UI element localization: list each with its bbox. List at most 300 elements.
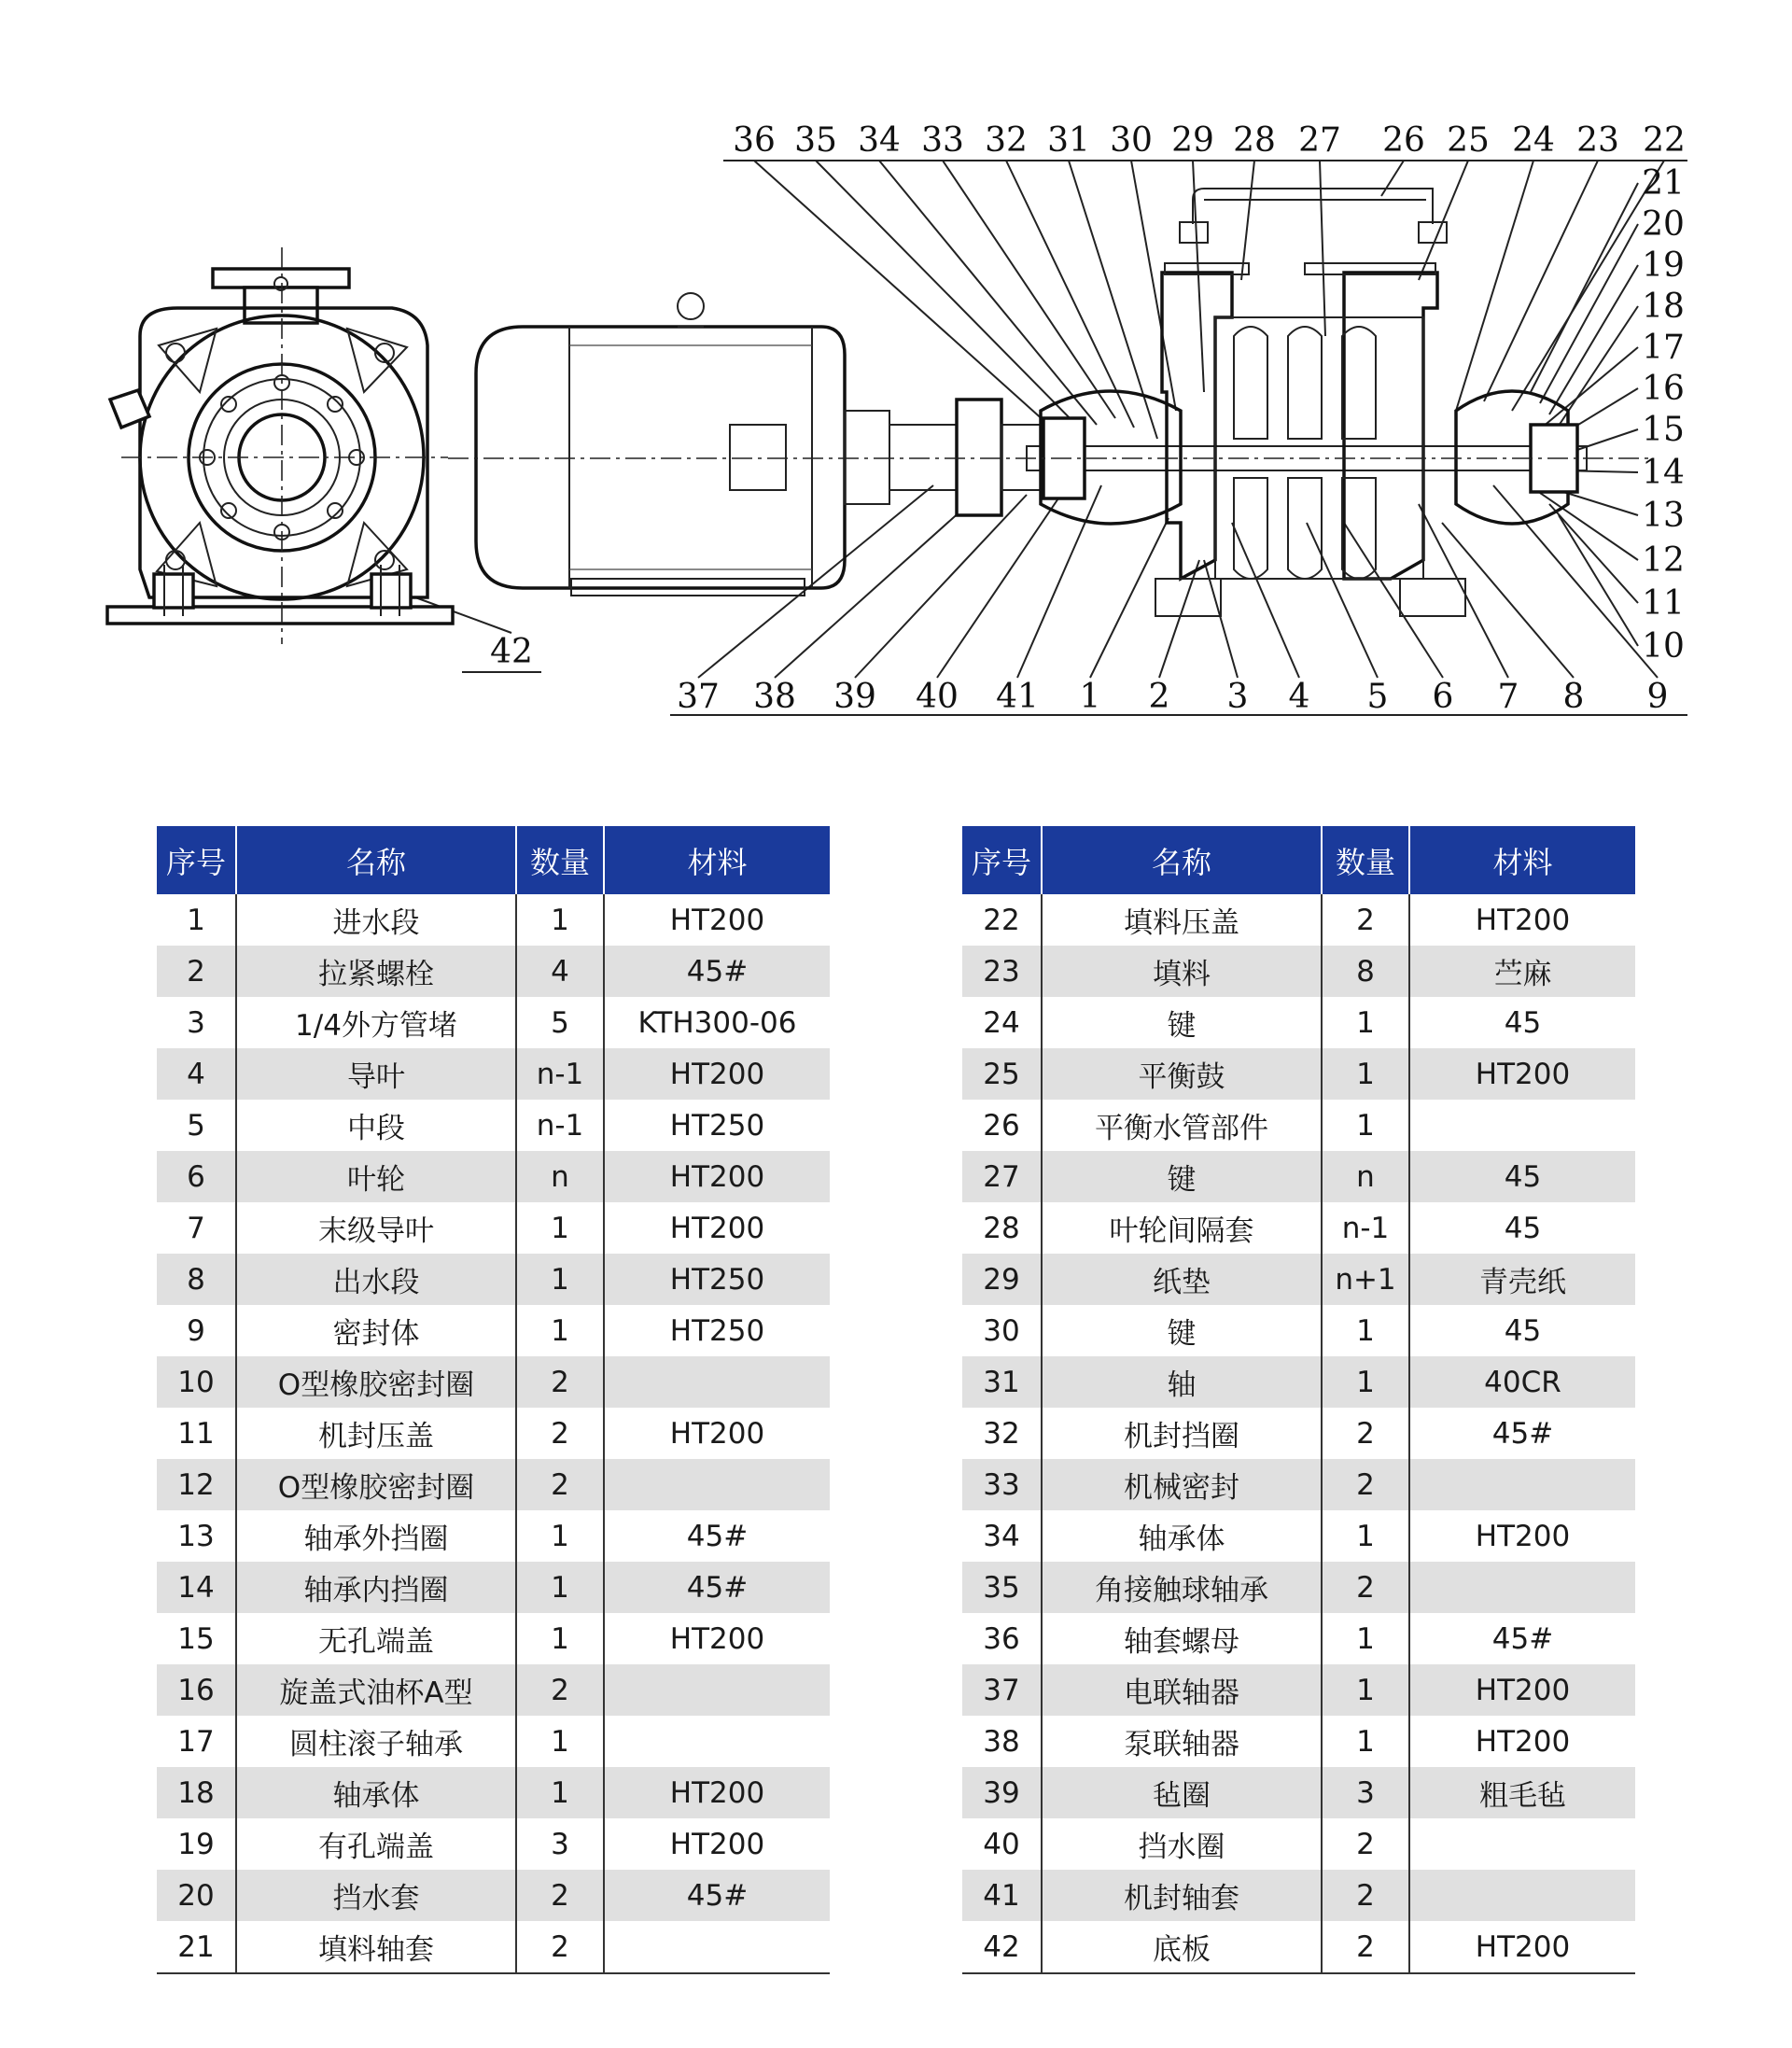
- part-material: HT200: [604, 1048, 830, 1100]
- part-material: 青壳纸: [1409, 1254, 1635, 1305]
- callout-number: 28: [1233, 121, 1276, 160]
- part-number: 16: [157, 1664, 236, 1716]
- callout-number: 1: [1079, 678, 1101, 716]
- part-quantity: 2: [1322, 1562, 1409, 1613]
- part-name: 底板: [1042, 1921, 1322, 1973]
- callout-numbers: [490, 121, 1686, 716]
- header-no: 序号: [157, 826, 236, 894]
- leader-line: [1232, 523, 1299, 678]
- table-row: [962, 1151, 1635, 1202]
- part-name: 挡水套: [236, 1870, 516, 1921]
- part-quantity: 1: [1322, 1716, 1409, 1767]
- part-number: 9: [157, 1305, 236, 1356]
- part-material: [604, 1459, 830, 1510]
- table-row: [157, 1510, 830, 1562]
- part-material: 45: [1504, 1313, 1542, 1348]
- part-name: 中段: [236, 1100, 516, 1151]
- table-row: [157, 1921, 830, 1973]
- table-row: [157, 1664, 830, 1716]
- table-row: [962, 894, 1635, 946]
- callout-number: 9: [1646, 678, 1669, 716]
- part-name: 导叶: [236, 1048, 516, 1100]
- table-row: [962, 1356, 1635, 1408]
- leader-line: [754, 161, 1064, 439]
- table-row: [157, 1305, 830, 1356]
- table-header-row: [962, 826, 1635, 894]
- part-name: 机封压盖: [236, 1408, 516, 1459]
- callout-number: 14: [1642, 454, 1685, 492]
- part-number: 5: [157, 1100, 236, 1151]
- leader-line: [1344, 523, 1443, 678]
- part-number: 22: [962, 894, 1042, 946]
- callout-number: 7: [1497, 678, 1519, 716]
- part-material: HT200: [1409, 1921, 1635, 1973]
- part-number: 38: [962, 1716, 1042, 1767]
- table-row: [157, 1870, 830, 1921]
- part-name: 平衡水管部件: [1042, 1100, 1322, 1151]
- part-material: HT200: [1475, 903, 1571, 937]
- part-name: 旋盖式油杯A型: [236, 1664, 516, 1716]
- part-material: [604, 1921, 830, 1973]
- part-name: O型橡胶密封圈: [236, 1459, 516, 1510]
- callout-number: 5: [1366, 678, 1389, 716]
- part-quantity: 1: [516, 1254, 604, 1305]
- callout-number: 32: [985, 121, 1028, 160]
- leader-line: [1131, 161, 1176, 411]
- part-material: HT250: [604, 1254, 830, 1305]
- part-name: 拉紧螺栓: [236, 946, 516, 997]
- part-quantity: 1: [1322, 1356, 1409, 1408]
- header-qty: 数量: [1322, 826, 1409, 894]
- callout-number: 17: [1642, 329, 1685, 367]
- part-material: 45#: [1491, 1416, 1554, 1451]
- header-name: 名称: [236, 826, 516, 894]
- part-number: 15: [157, 1613, 236, 1664]
- part-name: O型橡胶密封圈: [236, 1356, 516, 1408]
- part-material: HT200: [1409, 1664, 1635, 1716]
- callout-number: 24: [1512, 121, 1555, 160]
- part-name: 进水段: [236, 894, 516, 946]
- leader-line: [879, 161, 1097, 425]
- table-row: [157, 1408, 830, 1459]
- parts-table-left: [157, 826, 830, 1974]
- callout-number: 42: [490, 633, 533, 671]
- part-quantity: n: [1322, 1151, 1409, 1202]
- part-quantity: 1: [1322, 1613, 1409, 1664]
- leader-line: [1549, 265, 1638, 414]
- part-material: HT200: [669, 1416, 765, 1451]
- leader-line: [1381, 161, 1404, 196]
- part-number: 28: [962, 1202, 1042, 1254]
- leader-line: [937, 490, 1064, 678]
- header-no: 序号: [962, 826, 1042, 894]
- callout-number: 31: [1047, 121, 1090, 160]
- part-name: 圆柱滚子轴承: [236, 1716, 516, 1767]
- part-quantity: n-1: [516, 1100, 604, 1151]
- table-row: [157, 1613, 830, 1664]
- part-number: 21: [157, 1921, 236, 1973]
- header-qty: 数量: [516, 826, 604, 894]
- header-name: 名称: [1042, 826, 1322, 894]
- pump-assembly-drawing: [0, 0, 1792, 765]
- part-number: 26: [962, 1100, 1042, 1151]
- part-material: 45#: [686, 1519, 749, 1553]
- part-material: HT200: [669, 1827, 765, 1861]
- leader-line: [1559, 306, 1638, 426]
- parts-table-right: [962, 826, 1635, 1974]
- part-quantity: 1: [516, 1562, 604, 1613]
- leader-line: [1456, 161, 1533, 411]
- part-name: 轴承体: [236, 1767, 516, 1818]
- motor-terminal-box: [730, 425, 786, 490]
- callout-number: 39: [833, 678, 876, 716]
- part-name: 轴承体: [1042, 1510, 1322, 1562]
- balance-pipe: [1193, 189, 1433, 224]
- part-name: 无孔端盖: [236, 1613, 516, 1664]
- part-number: 42: [962, 1921, 1042, 1973]
- part-material: HT200: [1409, 1048, 1635, 1100]
- callout-number: 30: [1110, 121, 1153, 160]
- part-quantity: 1: [1322, 997, 1409, 1048]
- part-name: 1/4外方管堵: [236, 997, 516, 1048]
- part-number: 1: [157, 894, 236, 946]
- leader-line: [1204, 560, 1238, 678]
- table-row: [962, 1870, 1635, 1921]
- callout-number: 19: [1642, 246, 1685, 285]
- part-material: HT250: [669, 1313, 765, 1348]
- part-name: 轴承内挡圈: [236, 1562, 516, 1613]
- part-material: HT200: [604, 1151, 830, 1202]
- callout-number: 27: [1298, 121, 1341, 160]
- table-row: [962, 1562, 1635, 1613]
- callout-number: 12: [1642, 541, 1685, 580]
- table-row: [157, 997, 830, 1048]
- part-number: 18: [157, 1767, 236, 1818]
- leader-line: [1549, 504, 1638, 603]
- table-row: [962, 1048, 1635, 1100]
- part-name: 填料轴套: [236, 1921, 516, 1973]
- table-row: [157, 1202, 830, 1254]
- callout-number: 38: [753, 678, 796, 716]
- part-name: 机械密封: [1042, 1459, 1322, 1510]
- part-quantity: 2: [1322, 1818, 1409, 1870]
- part-number: 17: [157, 1716, 236, 1767]
- table-row: [962, 1921, 1635, 1973]
- part-material: HT200: [1475, 1724, 1571, 1759]
- part-material: 45: [1504, 1211, 1542, 1245]
- header-material: 材料: [604, 826, 830, 894]
- callout-number: 37: [677, 678, 720, 716]
- part-material: HT200: [669, 1211, 765, 1245]
- callout-number: 26: [1382, 121, 1425, 160]
- callout-number: 41: [996, 678, 1039, 716]
- part-quantity: 2: [516, 1664, 604, 1716]
- leader-line: [1419, 161, 1468, 280]
- leader-line: [1320, 161, 1325, 336]
- part-name: 填料: [1042, 946, 1322, 997]
- part-number: 40: [962, 1818, 1042, 1870]
- callout-number: 8: [1562, 678, 1585, 716]
- part-quantity: 8: [1322, 946, 1409, 997]
- part-number: 27: [962, 1151, 1042, 1202]
- part-quantity: 2: [1322, 894, 1409, 946]
- part-number: 23: [962, 946, 1042, 997]
- part-quantity: 2: [516, 1408, 604, 1459]
- leader-line: [1241, 161, 1254, 280]
- part-number: 13: [157, 1510, 236, 1562]
- part-name: 轴: [1042, 1356, 1322, 1408]
- callout-number: 35: [794, 121, 837, 160]
- callout-number: 11: [1642, 584, 1685, 623]
- part-number: 20: [157, 1870, 236, 1921]
- table-row: [962, 1613, 1635, 1664]
- part-number: 4: [157, 1048, 236, 1100]
- part-name: 纸垫: [1042, 1254, 1322, 1305]
- leader-line: [1006, 161, 1134, 428]
- part-material: [1409, 1100, 1635, 1151]
- table-row: [962, 1818, 1635, 1870]
- part-number: 2: [157, 946, 236, 997]
- callout-number: 40: [916, 678, 959, 716]
- part-material: 粗毛毡: [1409, 1767, 1635, 1818]
- part-material: HT200: [669, 903, 765, 937]
- part-quantity: 1: [516, 1716, 604, 1767]
- motor: [476, 293, 1046, 596]
- part-quantity: 1: [516, 894, 604, 946]
- part-quantity: 1: [1322, 1100, 1409, 1151]
- leader-line: [1193, 161, 1204, 392]
- part-number: 19: [157, 1818, 236, 1870]
- part-material: [604, 1356, 830, 1408]
- callout-number: 4: [1288, 678, 1310, 716]
- part-number: 36: [962, 1613, 1042, 1664]
- part-number: 11: [157, 1408, 236, 1459]
- part-material: 45#: [604, 1562, 830, 1613]
- table-row: [962, 1254, 1635, 1305]
- callout-number: 13: [1642, 497, 1685, 535]
- part-material: HT200: [604, 1767, 830, 1818]
- part-number: 29: [962, 1254, 1042, 1305]
- motor-body: [476, 327, 845, 588]
- front-view: [107, 247, 453, 644]
- part-material: 45: [1409, 1151, 1635, 1202]
- part-material: [1409, 1818, 1635, 1870]
- part-number: 24: [962, 997, 1042, 1048]
- callout-number: 3: [1226, 678, 1249, 716]
- part-name: 键: [1042, 1305, 1322, 1356]
- part-quantity: 2: [1322, 1870, 1409, 1921]
- part-material: 45#: [604, 946, 830, 997]
- part-material: HT200: [669, 1621, 765, 1656]
- callout-number: 20: [1642, 205, 1685, 244]
- part-name: 叶轮间隔套: [1042, 1202, 1322, 1254]
- callout-number: 33: [921, 121, 964, 160]
- part-material: [604, 1664, 830, 1716]
- part-material: KTH300-06: [637, 1005, 797, 1040]
- part-quantity: 1: [1322, 1048, 1409, 1100]
- table-row: [962, 1459, 1635, 1510]
- coupling: [957, 400, 1001, 515]
- leader-line: [1540, 493, 1638, 560]
- part-number: 12: [157, 1459, 236, 1510]
- part-quantity: n-1: [516, 1048, 604, 1100]
- callout-number: 10: [1642, 627, 1685, 666]
- callout-number: 34: [858, 121, 901, 160]
- leader-line: [855, 495, 1027, 678]
- part-number: 31: [962, 1356, 1042, 1408]
- table-row: [157, 1356, 830, 1408]
- callout-number: 21: [1642, 164, 1685, 203]
- part-material: 45#: [1491, 1621, 1554, 1656]
- part-quantity: 1: [1322, 1510, 1409, 1562]
- part-number: 7: [157, 1202, 236, 1254]
- part-quantity: 4: [516, 946, 604, 997]
- part-name: 末级导叶: [236, 1202, 516, 1254]
- callout-number: 15: [1642, 411, 1685, 449]
- part-quantity: 3: [1322, 1767, 1409, 1818]
- part-quantity: 1: [516, 1202, 604, 1254]
- table-row: [962, 1716, 1635, 1767]
- leader-line: [698, 485, 933, 678]
- leader-line: [1484, 161, 1598, 401]
- table-row: [962, 1305, 1635, 1356]
- part-name: 密封体: [236, 1305, 516, 1356]
- part-quantity: 2: [516, 1459, 604, 1510]
- callout-number: 18: [1642, 288, 1685, 326]
- part-material: HT200: [1475, 1519, 1571, 1553]
- part-name: 轴承外挡圈: [236, 1510, 516, 1562]
- part-quantity: 1: [516, 1767, 604, 1818]
- table-row: [962, 1408, 1635, 1459]
- part-material: 40CR: [1409, 1356, 1635, 1408]
- callout-number: 2: [1148, 678, 1170, 716]
- leader-line: [1559, 515, 1638, 646]
- part-name: 键: [1042, 1151, 1322, 1202]
- part-name: 电联轴器: [1042, 1664, 1322, 1716]
- table-row: [157, 1100, 830, 1151]
- part-number: 34: [962, 1510, 1042, 1562]
- leader-line: [816, 161, 1083, 431]
- part-number: 32: [962, 1408, 1042, 1459]
- part-name: 有孔端盖: [236, 1818, 516, 1870]
- table-row: [157, 894, 830, 946]
- header-material: 材料: [1409, 826, 1635, 894]
- part-quantity: 2: [1322, 1921, 1409, 1973]
- callout-number: 23: [1576, 121, 1619, 160]
- table-row: [157, 1254, 830, 1305]
- part-name: 泵联轴器: [1042, 1716, 1322, 1767]
- part-quantity: 2: [516, 1921, 604, 1973]
- part-material: HT250: [669, 1108, 765, 1143]
- table-row: [157, 946, 830, 997]
- part-name: 机封轴套: [1042, 1870, 1322, 1921]
- leader-line: [1442, 523, 1574, 678]
- part-name: 轴套螺母: [1042, 1613, 1322, 1664]
- part-number: 14: [157, 1562, 236, 1613]
- callout-number: 29: [1171, 121, 1214, 160]
- table-row: [962, 997, 1635, 1048]
- table-row: [962, 1100, 1635, 1151]
- part-number: 30: [962, 1305, 1042, 1356]
- table-header-row: [157, 826, 830, 894]
- part-name: 填料压盖: [1042, 894, 1322, 946]
- callout-number: 36: [733, 121, 776, 160]
- part-number: 33: [962, 1459, 1042, 1510]
- part-quantity: 1: [516, 1305, 604, 1356]
- part-name: 挡水圈: [1042, 1818, 1322, 1870]
- table-row: [157, 1716, 830, 1767]
- callout-number: 6: [1432, 678, 1454, 716]
- part-name: 机封挡圈: [1042, 1408, 1322, 1459]
- part-material: 苎麻: [1409, 946, 1635, 997]
- part-quantity: 2: [1322, 1459, 1409, 1510]
- part-quantity: 5: [516, 997, 604, 1048]
- callout-number: 16: [1642, 370, 1685, 408]
- table-row: [962, 1664, 1635, 1716]
- part-number: 39: [962, 1767, 1042, 1818]
- part-quantity: 1: [1322, 1664, 1409, 1716]
- part-material: [1409, 1562, 1635, 1613]
- part-material: 45: [1504, 1005, 1542, 1040]
- table-row: [157, 1562, 830, 1613]
- part-name: 键: [1042, 997, 1322, 1048]
- part-name: 叶轮: [236, 1151, 516, 1202]
- part-number: 3: [157, 997, 236, 1048]
- part-material: [1409, 1870, 1635, 1921]
- part-quantity: 1: [1322, 1305, 1409, 1356]
- part-quantity: 2: [1322, 1408, 1409, 1459]
- part-quantity: 3: [516, 1818, 604, 1870]
- part-name: 出水段: [236, 1254, 516, 1305]
- part-quantity: n: [516, 1151, 604, 1202]
- part-number: 6: [157, 1151, 236, 1202]
- part-material: [604, 1716, 830, 1767]
- part-name: 平衡鼓: [1042, 1048, 1322, 1100]
- table-row: [962, 1767, 1635, 1818]
- callout-number: 22: [1643, 121, 1686, 160]
- part-quantity: 1: [516, 1613, 604, 1664]
- part-quantity: 1: [516, 1510, 604, 1562]
- table-row: [157, 1048, 830, 1100]
- part-quantity: 2: [516, 1356, 604, 1408]
- part-name: 角接触球轴承: [1042, 1562, 1322, 1613]
- part-number: 41: [962, 1870, 1042, 1921]
- part-number: 25: [962, 1048, 1042, 1100]
- part-material: [1409, 1459, 1635, 1510]
- table-row: [962, 946, 1635, 997]
- callout-number: 25: [1447, 121, 1490, 160]
- table-row: [962, 1510, 1635, 1562]
- part-quantity: n-1: [1322, 1202, 1409, 1254]
- part-quantity: n+1: [1322, 1254, 1409, 1305]
- table-row: [157, 1767, 830, 1818]
- leader-line: [1090, 518, 1169, 678]
- part-number: 35: [962, 1562, 1042, 1613]
- part-name: 毡圈: [1042, 1767, 1322, 1818]
- part-quantity: 2: [516, 1870, 604, 1921]
- leader-line: [943, 161, 1115, 418]
- part-number: 37: [962, 1664, 1042, 1716]
- part-material: 45#: [604, 1870, 830, 1921]
- part-number: 10: [157, 1356, 236, 1408]
- table-row: [157, 1151, 830, 1202]
- part-number: 8: [157, 1254, 236, 1305]
- table-row: [962, 1202, 1635, 1254]
- leader-line: [1419, 504, 1508, 678]
- inlet-section: [1162, 273, 1232, 579]
- table-row: [157, 1818, 830, 1870]
- table-row: [157, 1459, 830, 1510]
